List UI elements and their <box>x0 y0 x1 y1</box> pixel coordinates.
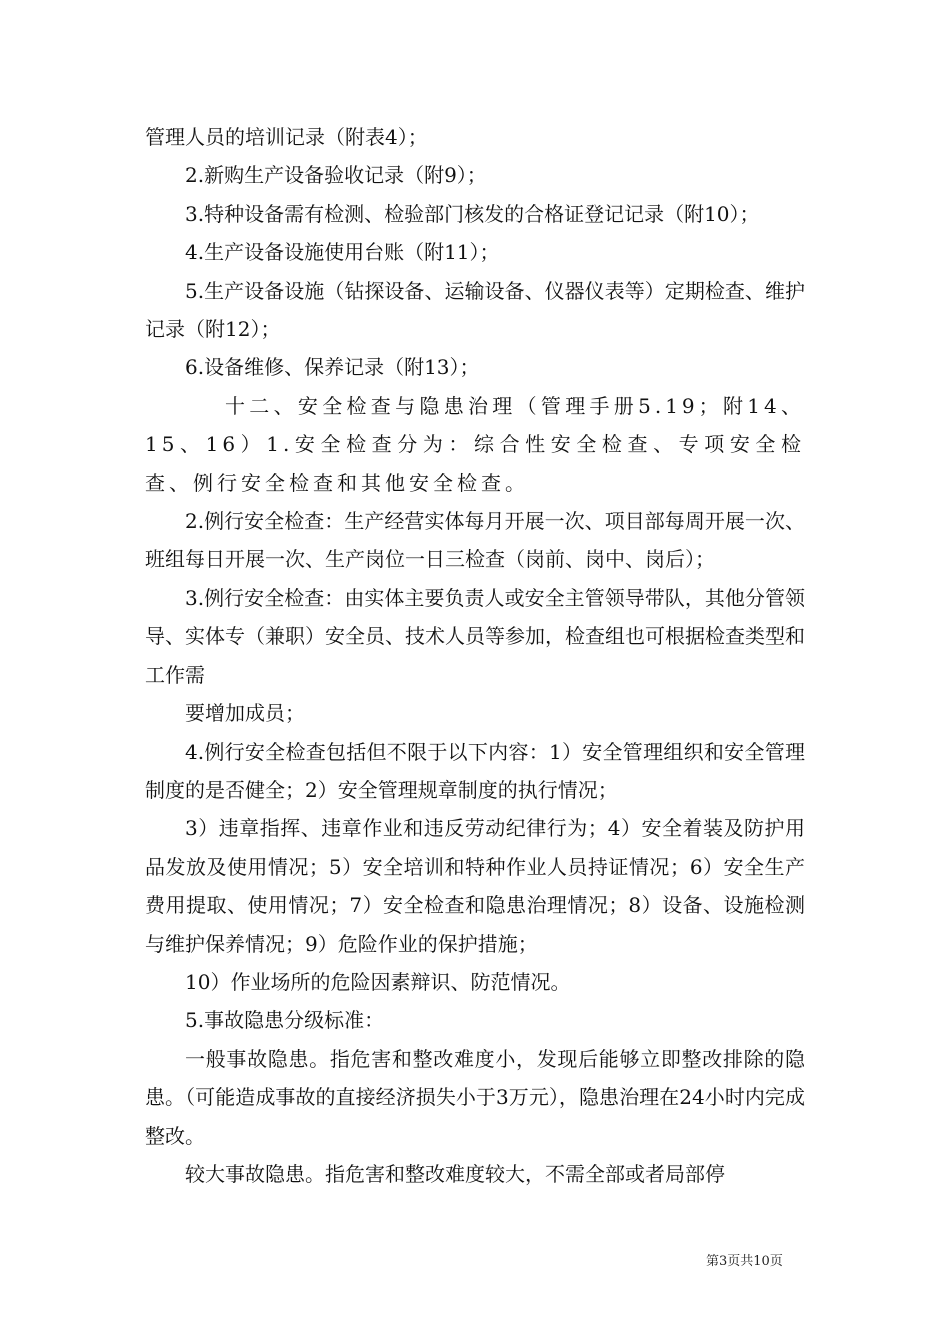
paragraph-item-6: 6.设备维修、保养记录（附13）； <box>185 355 480 380</box>
paragraph-add-members: 要增加成员； <box>185 701 305 726</box>
page-number: 第3页共10页 <box>706 1254 783 1269</box>
paragraph-training-record: 管理人员的培训记录（附表4）； <box>145 125 428 149</box>
paragraph-item-4: 4.生产设备设施使用台账（附11）； <box>185 240 500 265</box>
paragraph-item-2: 2.新购生产设备验收记录（附9）； <box>185 163 487 188</box>
paragraph-general-hazard: 一般事故隐患。指危害和整改难度小，发现后能够立即整改排除的隐患。（可能造成事故的直接经济损失小于3万元），隐患治理在24小时内完成整改。 <box>145 1046 805 1148</box>
paragraph-major-hazard: 较大事故隐患。指危害和整改难度较大，不需全部或者局部停 <box>185 1161 725 1186</box>
paragraph-hazard-grading: 5.事故隐患分级标准： <box>185 1008 385 1033</box>
paragraph-hazard-identification: 10）作业场所的危险因素辩识、防范情况。 <box>185 969 571 994</box>
section-heading-12: 十二、安全检查与隐患治理（管理手册5.19；附14、15、16）1.安全检查分为：综合性安全检查、专项安全检查、例行安全检查和其他安全检查。 <box>145 393 805 495</box>
paragraph-item-5: 5.生产设备设施（钻探设备、运输设备、仪器仪表等）定期检查、维护记录（附12）； <box>145 278 805 342</box>
paragraph-check-contents-cont: 3）违章指挥、违章作业和违反劳动纪律行为；4）安全着装及防护用品发放及使用情况；5）安全培训和特种作业人员持证情况；6）安全生产费用提取、使用情况；7）安全检查和隐患治理情况；8）设备、设施检测与维护保养情况；9）危险作业的保护措施； <box>145 816 805 956</box>
paragraph-item-3: 3.特种设备需有检测、检验部门核发的合格证登记记录（附10）； <box>185 201 760 226</box>
paragraph-check-contents: 4.例行安全检查包括但不限于以下内容：1）安全管理组织和安全管理制度的是否健全；2）安全管理规章制度的执行情况； <box>145 739 805 802</box>
paragraph-check-frequency: 2.例行安全检查：生产经营实体每月开展一次、项目部每周开展一次、班组每日开展一次、生产岗位一日三检查（岗前、岗中、岗后）； <box>145 509 805 572</box>
body-text <box>145 118 805 1193</box>
paragraph-check-team: 3.例行安全检查：由实体主要负责人或安全主管领导带队，其他分管领导、实体专（兼职）安全员、技术人员等参加，检查组也可根据检查类型和工作需 <box>145 585 805 687</box>
